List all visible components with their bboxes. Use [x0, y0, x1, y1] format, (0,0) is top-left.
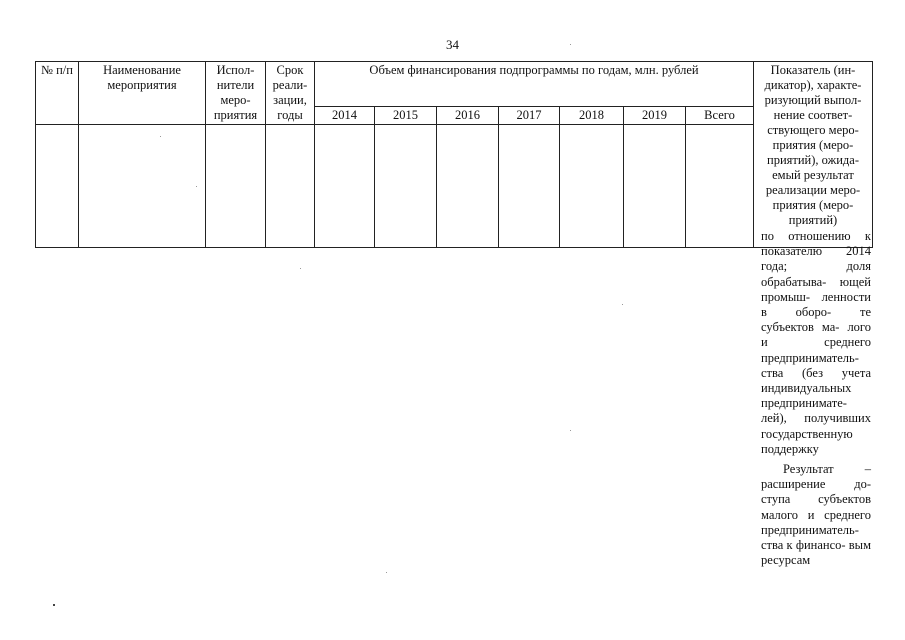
scan-speck: [196, 186, 197, 187]
empty-cell: [437, 125, 499, 248]
empty-cell: [499, 125, 560, 248]
empty-cell: [36, 125, 79, 248]
header-year-2018: 2018: [560, 107, 624, 125]
result-text: Результат – расширение до- ступа субъектов малого и среднего предприниматель- ства к финансо- вым ресурсам: [761, 462, 871, 568]
scan-speck: [622, 304, 623, 305]
header-name: Наименование мероприятия: [79, 62, 206, 125]
header-term: Срок реали- зации, годы: [266, 62, 315, 125]
header-total: Всего: [686, 107, 754, 125]
scan-speck: [160, 136, 161, 137]
scan-speck: [300, 268, 301, 269]
empty-cell: [206, 125, 266, 248]
empty-cell: [375, 125, 437, 248]
indicator-continuation: [761, 229, 871, 457]
header-year-2014: 2014: [315, 107, 375, 125]
empty-cell: [624, 125, 686, 248]
header-year-2019: 2019: [624, 107, 686, 125]
header-year-2017: 2017: [499, 107, 560, 125]
header-year-2015: 2015: [375, 107, 437, 125]
empty-cell: [79, 125, 206, 248]
scan-speck: [53, 604, 55, 606]
scan-speck: [570, 44, 571, 45]
header-financing: Объем финансирования подпрограммы по годам, млн. рублей: [315, 62, 754, 107]
scan-speck: [570, 430, 571, 431]
header-indicator: Показатель (ин- дикатор), характе- ризующий выпол- нение соответ- ствующего меро- приятия (меро- приятий), ожида- емый результат реализации меро- приятия (меро- приятий): [754, 62, 873, 248]
financing-table: [35, 61, 873, 248]
result-text-block: [761, 462, 871, 568]
empty-cell: [686, 125, 754, 248]
header-number: № п/п: [36, 62, 79, 125]
empty-cell: [315, 125, 375, 248]
empty-cell: [266, 125, 315, 248]
header-executors: Испол- нители меро- приятия: [206, 62, 266, 125]
scan-speck: [386, 572, 387, 573]
indicator-text: по отношению к показателю 2014 года; доля обрабатыва- ющей промыш- ленности в оборо- те субъектов ма- лого и среднего предприниматель- ства (без учета индивидуальных предпринимате- лей), получивших государственную поддержку: [761, 229, 871, 456]
page-number: 34: [446, 37, 459, 52]
header-year-2016: 2016: [437, 107, 499, 125]
empty-cell: [560, 125, 624, 248]
